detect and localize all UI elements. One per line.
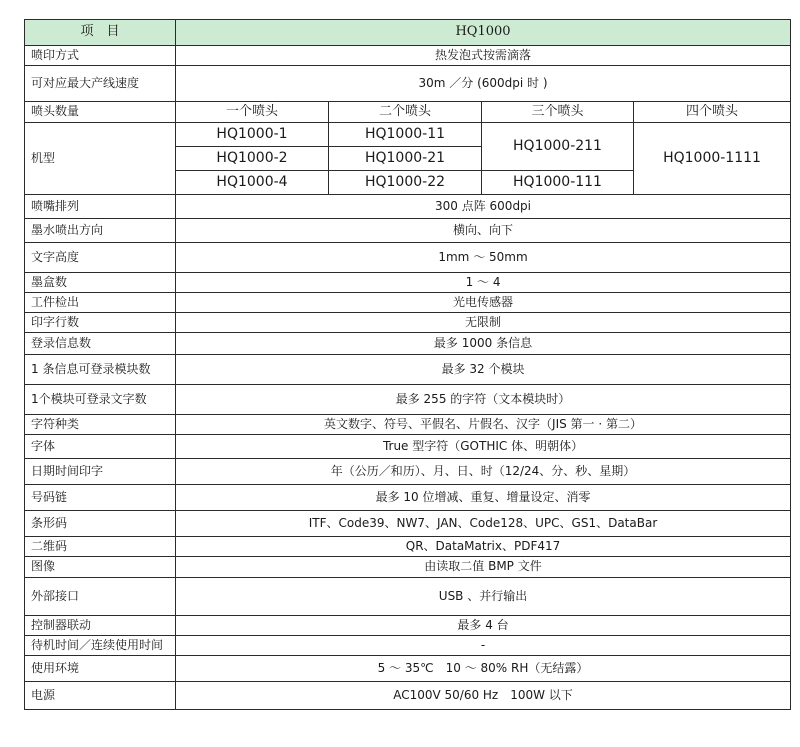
model-cell: HQ1000-4	[176, 171, 329, 195]
row-label: 工件检出	[25, 293, 176, 313]
row-value: USB 、并行输出	[176, 578, 791, 616]
table-row	[25, 313, 791, 333]
row-value: QR、DataMatrix、PDF417	[176, 537, 791, 557]
model-cell: HQ1000-22	[329, 171, 482, 195]
table-row	[25, 293, 791, 313]
row-value: 30m ／分 (600dpi 时 )	[176, 66, 791, 102]
row-label: 日期时间印字	[25, 459, 176, 485]
row-value: 最多 1000 条信息	[176, 333, 791, 355]
model-row	[25, 123, 791, 147]
table-row	[25, 243, 791, 273]
table-row	[25, 66, 791, 102]
table-row	[25, 435, 791, 459]
row-value: AC100V 50/60 Hz 100W 以下	[176, 682, 791, 710]
row-value: 最多 4 台	[176, 616, 791, 636]
row-label: 字体	[25, 435, 176, 459]
row-label: 印字行数	[25, 313, 176, 333]
row-label: 登录信息数	[25, 333, 176, 355]
row-value: 年（公历／和历）、月、日、时（12/24、分、秒、星期）	[176, 459, 791, 485]
row-value: 最多 10 位增减、重复、增量设定、消零	[176, 485, 791, 511]
row-label: 控制器联动	[25, 616, 176, 636]
row-value: 横向、向下	[176, 219, 791, 243]
row-value: -	[176, 636, 791, 656]
table-row	[25, 636, 791, 656]
row-value: 5 ～ 35℃ 10 ～ 80% RH（无结露）	[176, 656, 791, 682]
model-cell: HQ1000-1111	[634, 123, 791, 195]
row-value: 1mm ～ 50mm	[176, 243, 791, 273]
row-label: 图像	[25, 557, 176, 578]
table-row	[25, 195, 791, 219]
table-row	[25, 415, 791, 435]
row-value: 英文数字、符号、平假名、片假名、汉字（JIS 第一 · 第二）	[176, 415, 791, 435]
table-row	[25, 656, 791, 682]
heads-col-one: 一个喷头	[176, 102, 329, 123]
table-row	[25, 46, 791, 66]
header-model-cell: HQ1000	[176, 20, 791, 46]
row-label: 墨水喷出方向	[25, 219, 176, 243]
row-label: 条形码	[25, 511, 176, 537]
heads-col-two: 二个喷头	[329, 102, 482, 123]
model-cell: HQ1000-11	[329, 123, 482, 147]
row-label: 电源	[25, 682, 176, 710]
heads-row	[25, 102, 791, 123]
row-label: 外部接口	[25, 578, 176, 616]
row-value: True 型字符（GOTHIC 体、明朝体）	[176, 435, 791, 459]
row-label: 待机时间／连续使用时间	[25, 636, 176, 656]
row-value: 1 ～ 4	[176, 273, 791, 293]
model-cell: HQ1000-111	[482, 171, 634, 195]
table-row	[25, 537, 791, 557]
table-row	[25, 511, 791, 537]
table-row	[25, 219, 791, 243]
row-value: 由读取二值 BMP 文件	[176, 557, 791, 578]
row-label: 二维码	[25, 537, 176, 557]
spec-table	[24, 19, 791, 710]
table-row	[25, 333, 791, 355]
row-label: 号码链	[25, 485, 176, 511]
row-value: 300 点阵 600dpi	[176, 195, 791, 219]
heads-col-three: 三个喷头	[482, 102, 634, 123]
model-cell: HQ1000-21	[329, 147, 482, 171]
row-label: 使用环境	[25, 656, 176, 682]
row-value: ITF、Code39、NW7、JAN、Code128、UPC、GS1、DataBar	[176, 511, 791, 537]
row-value: 光电传感器	[176, 293, 791, 313]
models-label: 机型	[25, 123, 176, 195]
row-value: 最多 255 的字符（文本模块时）	[176, 385, 791, 415]
row-label: 1 条信息可登录模块数	[25, 355, 176, 385]
row-label: 喷嘴排列	[25, 195, 176, 219]
row-label: 1个模块可登录文字数	[25, 385, 176, 415]
row-label: 喷头数量	[25, 102, 176, 123]
table-row	[25, 616, 791, 636]
row-label: 喷印方式	[25, 46, 176, 66]
table-row	[25, 355, 791, 385]
row-label: 文字高度	[25, 243, 176, 273]
table-row	[25, 385, 791, 415]
header-row	[25, 20, 791, 46]
row-label: 墨盒数	[25, 273, 176, 293]
row-value: 最多 32 个模块	[176, 355, 791, 385]
model-cell: HQ1000-2	[176, 147, 329, 171]
row-value: 热发泡式按需滴落	[176, 46, 791, 66]
table-row	[25, 273, 791, 293]
table-row	[25, 459, 791, 485]
table-row	[25, 578, 791, 616]
row-value: 无限制	[176, 313, 791, 333]
row-label: 可对应最大产线速度	[25, 66, 176, 102]
table-row	[25, 682, 791, 710]
row-label: 字符种类	[25, 415, 176, 435]
model-cell: HQ1000-211	[482, 123, 634, 171]
table-row	[25, 557, 791, 578]
heads-col-four: 四个喷头	[634, 102, 791, 123]
model-cell: HQ1000-1	[176, 123, 329, 147]
header-item-cell: 项 目	[25, 20, 176, 46]
table-row	[25, 485, 791, 511]
